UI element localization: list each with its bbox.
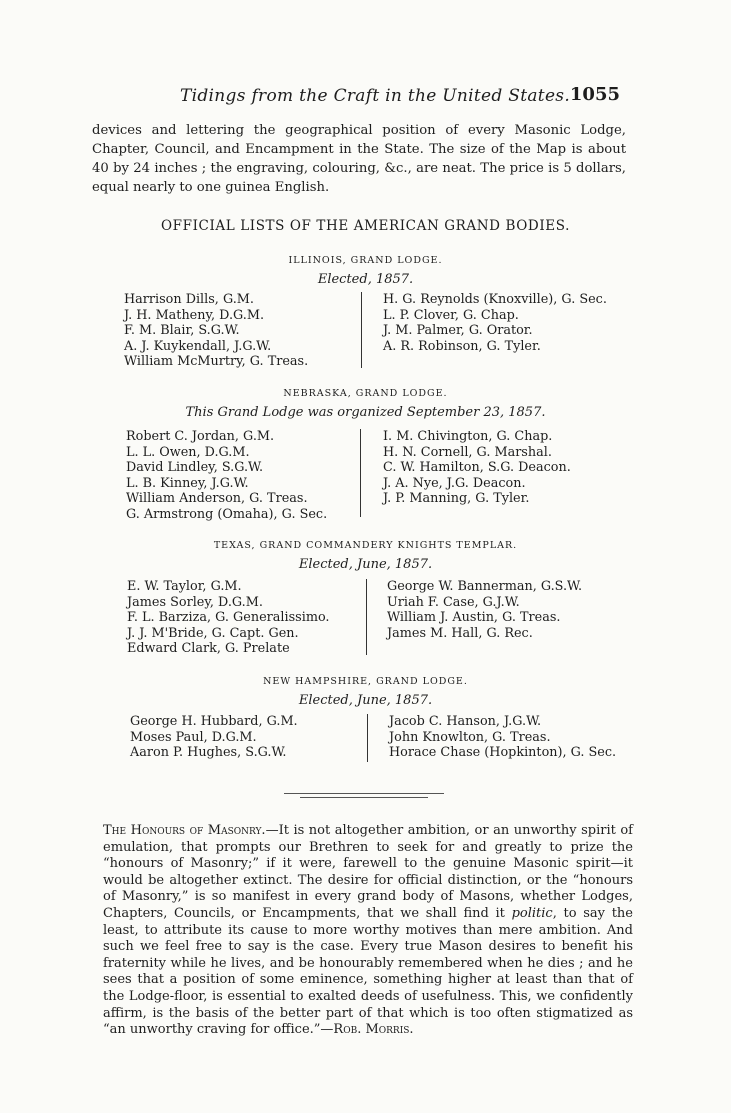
officer-list-left-texas — [127, 579, 330, 657]
officer-entry: L. B. Kinney, J.G.W. — [126, 475, 249, 491]
section-subtitle-new-hampshire: Elected, June, 1857. — [298, 693, 433, 708]
officer-list-right-nebraska — [383, 429, 571, 507]
section-title-new-hampshire: NEW HAMPSHIRE, GRAND LODGE. — [263, 676, 468, 687]
officer-entry: George W. Bannerman, G.S.W. — [387, 579, 583, 594]
officer-entry: I. M. Chivington, G. Chap. — [383, 429, 553, 444]
officer-entry: David Lindley, S.G.W. — [126, 460, 264, 475]
page-number: 1055 — [569, 84, 620, 105]
officer-list-right-new-hampshire — [389, 714, 616, 761]
officer-entry: G. Armstrong (Omaha), G. Sec. — [126, 506, 328, 522]
officer-entry: George H. Hubbard, G.M. — [130, 714, 298, 729]
essay-body: —It is not altogether ambition, or an unworthy spirit of emulation, that prompts our Brethren to seek for and greatly to prize the “honours of Masonry;” if it were, farewell to the genuine Masonic spirit—it would be altogether extinct. The desire for official distinction, or the “honours of Masonry,” is so manifest in every grand body of Masons, whether Lodges, Chapters, Councils, or Encampments, that we shall find it — [103, 823, 633, 921]
officer-entry: J. M. Palmer, G. Orator. — [383, 323, 533, 338]
running-head — [180, 86, 620, 112]
officer-entry: J. P. Manning, G. Tyler. — [383, 491, 530, 506]
officer-entry: A. J. Kuykendall, J.G.W. — [124, 338, 272, 354]
officer-entry: Horace Chase (Hopkinton), G. Sec. — [389, 745, 617, 760]
intro-paragraph: devices and lettering the geographical position of every Masonic Lodge, Chapter, Council, and Encampment in the State. The size of the Map is about 40 by 24 inches ; the engraving, colouring, &c., are neat. The price is 5 dollars, equal nearly to one guinea English. — [92, 123, 626, 195]
officer-entry: Harrison Dills, G.M. — [124, 292, 254, 307]
essay-paragraph — [103, 823, 633, 1039]
running-title: Tidings from the Craft in the United States. — [180, 86, 571, 106]
officer-entry: J. J. M'Bride, G. Capt. Gen. — [127, 625, 299, 641]
section-divider-rule — [284, 793, 444, 794]
officer-list-left-nebraska — [126, 429, 327, 522]
officer-entry: William McMurtry, G. Treas. — [124, 354, 309, 369]
officer-entry: J. A. Nye, J.G. Deacon. — [383, 475, 526, 491]
officer-entry: H. G. Reynolds (Knoxville), G. Sec. — [383, 292, 607, 307]
officer-entry: C. W. Hamilton, S.G. Deacon. — [383, 460, 571, 475]
officer-entry: L. L. Owen, D.G.M. — [126, 444, 250, 460]
officer-entry: James Sorley, D.G.M. — [127, 594, 263, 610]
officer-entry: Edward Clark, G. Prelate — [127, 641, 290, 656]
officer-list-left-illinois — [124, 292, 308, 370]
essay-signature: Rob. Morris. — [333, 1022, 414, 1038]
section-title-texas: TEXAS, GRAND COMMANDERY KNIGHTS TEMPLAR. — [213, 540, 518, 551]
section-subtitle-illinois: Elected, 1857. — [317, 272, 414, 287]
officer-entry: Robert C. Jordan, G.M. — [126, 429, 275, 444]
officer-entry: A. R. Robinson, G. Tyler. — [383, 338, 541, 354]
officer-entry: Jacob C. Hanson, J.G.W. — [389, 714, 542, 729]
section-title-illinois: ILLINOIS, GRAND LODGE. — [288, 255, 443, 266]
officer-entry: John Knowlton, G. Treas. — [389, 729, 551, 745]
officer-entry: William Anderson, G. Treas. — [126, 491, 308, 506]
officer-entry: E. W. Taylor, G.M. — [127, 579, 242, 594]
officer-entry: James M. Hall, G. Rec. — [387, 625, 533, 641]
officer-entry: Moses Paul, D.G.M. — [130, 729, 257, 745]
officer-entry: J. H. Matheny, D.G.M. — [124, 307, 265, 323]
officer-list-right-illinois — [383, 292, 607, 354]
officer-entry: Uriah F. Case, G.J.W. — [387, 594, 520, 610]
section-subtitle-texas: Elected, June, 1857. — [298, 557, 433, 572]
column-divider — [361, 292, 362, 368]
essay-lead: The Honours of Masonry. — [103, 823, 266, 838]
officer-entry: William J. Austin, G. Treas. — [387, 610, 561, 625]
section-title-nebraska: NEBRASKA, GRAND LODGE. — [283, 388, 448, 399]
officer-list-left-new-hampshire — [130, 714, 298, 761]
officer-entry: F. M. Blair, S.G.W. — [124, 323, 240, 338]
officer-entry: F. L. Barziza, G. Generalissimo. — [127, 610, 330, 625]
officer-entry: H. N. Cornell, G. Marshal. — [383, 444, 552, 460]
column-divider — [366, 579, 367, 655]
officer-entry: L. P. Clover, G. Chap. — [383, 307, 519, 323]
section-subtitle-nebraska: This Grand Lodge was organized September 23, 1857. — [185, 405, 546, 420]
main-heading: OFFICIAL LISTS OF THE AMERICAN GRAND BODIES. — [161, 218, 570, 234]
essay-body-end: , to say the least, to attribute its cause to more worthy motives than mere ambition. And such we feel free to say is the case. Every true Mason desires to benefit his fraternity while he lives, and be honourably remembered when he dies ; and he sees that a position of some eminence, something higher at least than that of the Lodge-floor, is essential to exalted deeds of usefulness. This, we confidently affirm, is the basis of the better part of that which is too often stigmatized as “an unworthy craving for office.”— — [103, 905, 633, 1038]
column-divider — [367, 714, 368, 762]
essay-italic-word: politic — [511, 905, 553, 921]
column-divider — [360, 429, 361, 517]
officer-entry: Aaron P. Hughes, S.G.W. — [130, 745, 287, 760]
officer-list-right-texas — [387, 579, 582, 641]
section-divider-rule — [300, 797, 428, 798]
